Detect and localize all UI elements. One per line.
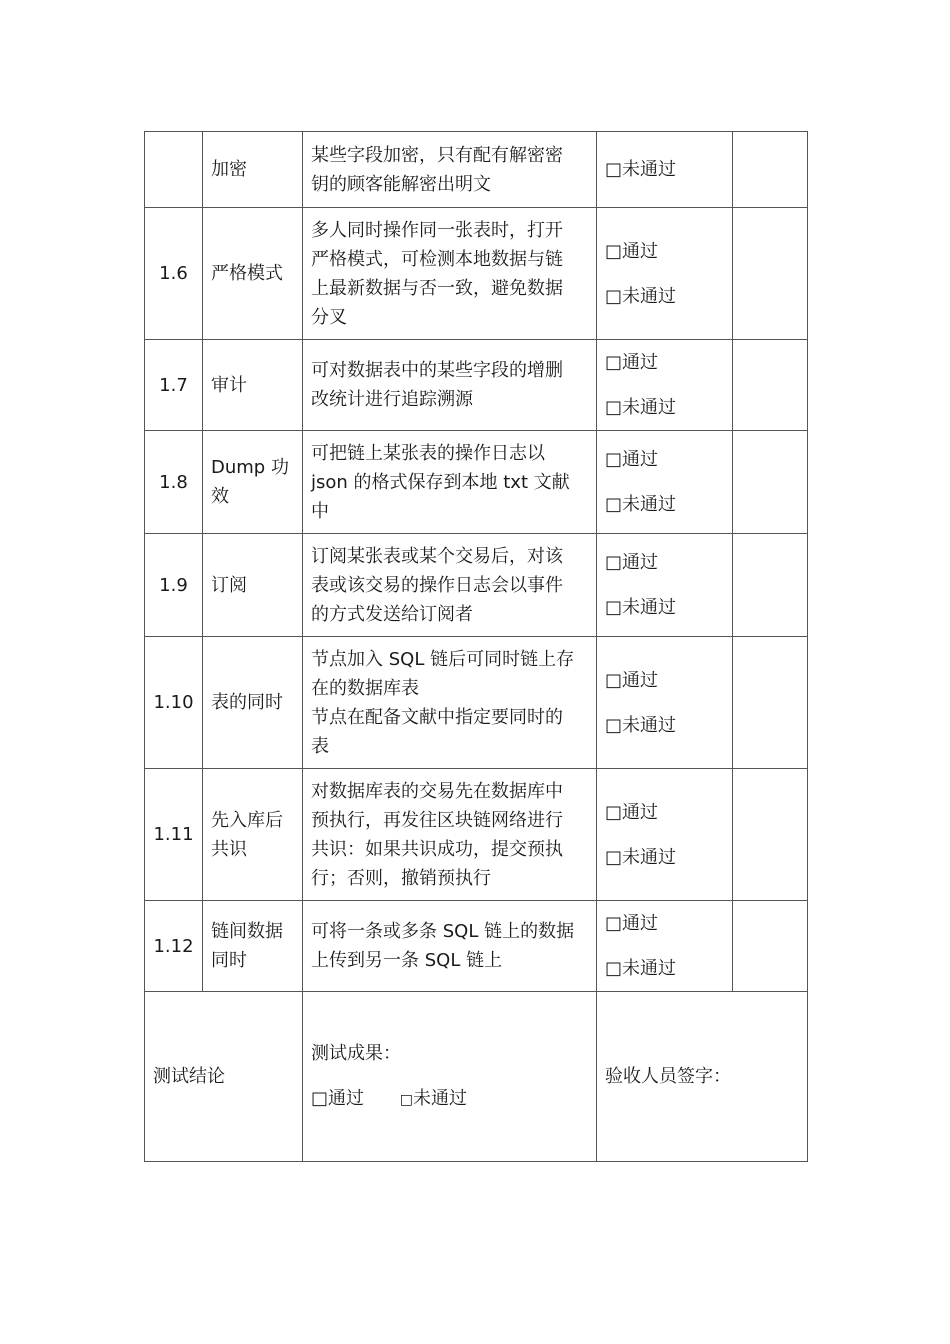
table-row bbox=[145, 769, 808, 901]
remarks-cell bbox=[733, 340, 808, 431]
feature-name: 先入库后共识 bbox=[203, 769, 303, 901]
result-options bbox=[597, 340, 733, 431]
feature-name: 表的同时 bbox=[203, 637, 303, 769]
feature-name: 严格模式 bbox=[203, 208, 303, 340]
result-checkbox[interactable] bbox=[605, 790, 724, 835]
remarks-cell bbox=[733, 132, 808, 208]
option-label: 未通过 bbox=[622, 958, 677, 979]
description-line: 可把链上某张表的操作日志以 bbox=[311, 442, 545, 464]
result-options bbox=[597, 132, 733, 208]
row-number bbox=[145, 132, 203, 208]
description-line: 订阅某张表或某个交易后，对该 bbox=[311, 545, 563, 567]
table-body bbox=[145, 132, 808, 992]
description-line: 钥的顾客能解密出明文 bbox=[311, 173, 491, 195]
description-line: 多人同时操作同一张表时，打开 bbox=[311, 219, 563, 241]
table-row bbox=[145, 534, 808, 637]
description-line: 行；否则，撤销预执行 bbox=[311, 867, 491, 889]
table-row bbox=[145, 901, 808, 992]
result-checkbox[interactable] bbox=[605, 385, 724, 430]
option-label: 通过 bbox=[622, 240, 659, 262]
description-line: 节点在配备文献中指定要同时的 bbox=[311, 706, 563, 728]
option-label: 未通过 bbox=[622, 285, 677, 307]
feature-description bbox=[303, 534, 597, 637]
result-checkbox[interactable] bbox=[605, 658, 724, 703]
conclusion-result bbox=[303, 992, 597, 1162]
checkbox-icon: □ bbox=[605, 397, 623, 418]
result-checkbox[interactable] bbox=[605, 274, 724, 319]
option-label: 未通过 bbox=[622, 597, 677, 618]
result-checkbox[interactable] bbox=[605, 703, 724, 748]
fail-label: 未通过 bbox=[412, 1087, 467, 1109]
checkbox-icon: □ bbox=[605, 159, 623, 180]
option-label: 未通过 bbox=[622, 494, 677, 515]
option-label: 通过 bbox=[622, 913, 659, 934]
remarks-cell bbox=[733, 208, 808, 340]
acceptance-table bbox=[144, 131, 808, 1162]
row-number: 1.12 bbox=[145, 901, 203, 992]
description-line: 中 bbox=[311, 500, 329, 522]
checkbox-icon: □ bbox=[605, 913, 623, 934]
result-checkbox[interactable] bbox=[605, 482, 724, 527]
description-line: 预执行，再发往区块链网络进行 bbox=[311, 809, 563, 831]
checkbox-icon: □ bbox=[605, 958, 623, 979]
remarks-cell bbox=[733, 901, 808, 992]
option-label: 通过 bbox=[622, 352, 659, 373]
checkbox-icon: □ bbox=[399, 1091, 413, 1108]
feature-description bbox=[303, 340, 597, 431]
result-checkbox[interactable] bbox=[605, 540, 724, 585]
row-number: 1.6 bbox=[145, 208, 203, 340]
remarks-cell bbox=[733, 769, 808, 901]
description-line: 可将一条或多条 SQL 链上的数据 bbox=[311, 921, 575, 942]
remarks-cell bbox=[733, 637, 808, 769]
checkbox-icon: □ bbox=[605, 714, 623, 736]
signature-cell bbox=[597, 992, 808, 1162]
table-row bbox=[145, 132, 808, 208]
feature-name: 订阅 bbox=[203, 534, 303, 637]
conclusion-label: 测试结论 bbox=[145, 992, 303, 1162]
result-options bbox=[597, 637, 733, 769]
row-number: 1.8 bbox=[145, 431, 203, 534]
option-label: 通过 bbox=[622, 552, 659, 573]
description-line: 可对数据表中的某些字段的增删 bbox=[311, 360, 563, 381]
conclusion-row bbox=[145, 992, 808, 1162]
description-line: 分叉 bbox=[311, 306, 347, 328]
table-row bbox=[145, 637, 808, 769]
checkbox-icon: □ bbox=[605, 449, 623, 470]
description-line: 对数据库表的交易先在数据库中 bbox=[311, 780, 563, 802]
result-options bbox=[597, 208, 733, 340]
checkbox-icon: □ bbox=[605, 494, 623, 515]
description-line: 改统计进行追踪溯源 bbox=[311, 389, 473, 410]
table-row bbox=[145, 340, 808, 431]
row-number: 1.11 bbox=[145, 769, 203, 901]
feature-name: 审计 bbox=[203, 340, 303, 431]
result-checkbox[interactable] bbox=[605, 901, 724, 946]
row-number: 1.7 bbox=[145, 340, 203, 431]
feature-description bbox=[303, 208, 597, 340]
checkbox-icon: □ bbox=[605, 597, 623, 618]
result-checkbox[interactable] bbox=[605, 437, 724, 482]
description-line: 上传到另一条 SQL 链上 bbox=[311, 950, 503, 971]
option-label: 未通过 bbox=[622, 846, 677, 868]
feature-description bbox=[303, 132, 597, 208]
result-checkbox[interactable] bbox=[605, 340, 724, 385]
row-number: 1.9 bbox=[145, 534, 203, 637]
description-line: 上最新数据与否一致，避免数据 bbox=[311, 277, 563, 299]
result-options bbox=[597, 769, 733, 901]
pass-label: 通过 bbox=[328, 1087, 365, 1109]
fail-checkbox[interactable] bbox=[400, 1088, 467, 1109]
description-line: 节点加入 SQL 链后可同时链上存 bbox=[311, 648, 575, 670]
description-line: 表或该交易的操作日志会以事件 bbox=[311, 574, 563, 596]
feature-name: 加密 bbox=[203, 132, 303, 208]
description-line: 共识：如果共识成功，提交预执 bbox=[311, 838, 563, 860]
feature-description bbox=[303, 637, 597, 769]
option-label: 未通过 bbox=[622, 714, 677, 736]
checkbox-icon: □ bbox=[605, 669, 623, 691]
signer-label: 验收人员签字： bbox=[605, 1066, 731, 1087]
checkbox-icon: □ bbox=[605, 352, 623, 373]
checkbox-icon: □ bbox=[605, 285, 623, 307]
option-label: 未通过 bbox=[622, 159, 677, 180]
table-row bbox=[145, 208, 808, 340]
description-line: 表 bbox=[311, 735, 329, 757]
table-row bbox=[145, 431, 808, 534]
result-checkbox[interactable] bbox=[605, 585, 724, 630]
feature-description bbox=[303, 431, 597, 534]
remarks-cell bbox=[733, 431, 808, 534]
result-checkbox[interactable] bbox=[605, 147, 724, 192]
result-label: 测试成果： bbox=[311, 1042, 401, 1064]
checkbox-icon: □ bbox=[605, 846, 623, 868]
feature-name: 链间数据同时 bbox=[203, 901, 303, 992]
description-line: 某些字段加密，只有配有解密密 bbox=[311, 144, 563, 166]
pass-checkbox[interactable] bbox=[311, 1088, 364, 1109]
result-checkbox[interactable] bbox=[605, 229, 724, 274]
option-label: 通过 bbox=[622, 449, 659, 470]
checkbox-icon: □ bbox=[605, 552, 623, 573]
option-label: 通过 bbox=[622, 669, 659, 691]
result-options bbox=[597, 534, 733, 637]
description-line: 在的数据库表 bbox=[311, 677, 419, 699]
feature-name: Dump 功效 bbox=[203, 431, 303, 534]
description-line: 严格模式，可检测本地数据与链 bbox=[311, 248, 563, 270]
remarks-cell bbox=[733, 534, 808, 637]
result-options bbox=[597, 431, 733, 534]
feature-description bbox=[303, 769, 597, 901]
row-number: 1.10 bbox=[145, 637, 203, 769]
checkbox-icon: □ bbox=[605, 240, 623, 262]
result-checkbox[interactable] bbox=[605, 835, 724, 880]
result-checkbox[interactable] bbox=[605, 946, 724, 991]
option-label: 通过 bbox=[622, 801, 659, 823]
checkbox-icon: □ bbox=[311, 1087, 329, 1109]
option-label: 未通过 bbox=[622, 397, 677, 418]
checkbox-icon: □ bbox=[605, 801, 623, 823]
result-options bbox=[597, 901, 733, 992]
feature-description bbox=[303, 901, 597, 992]
description-line: 的方式发送给订阅者 bbox=[311, 603, 473, 625]
description-line: json 的格式保存到本地 txt 文献 bbox=[311, 471, 570, 493]
